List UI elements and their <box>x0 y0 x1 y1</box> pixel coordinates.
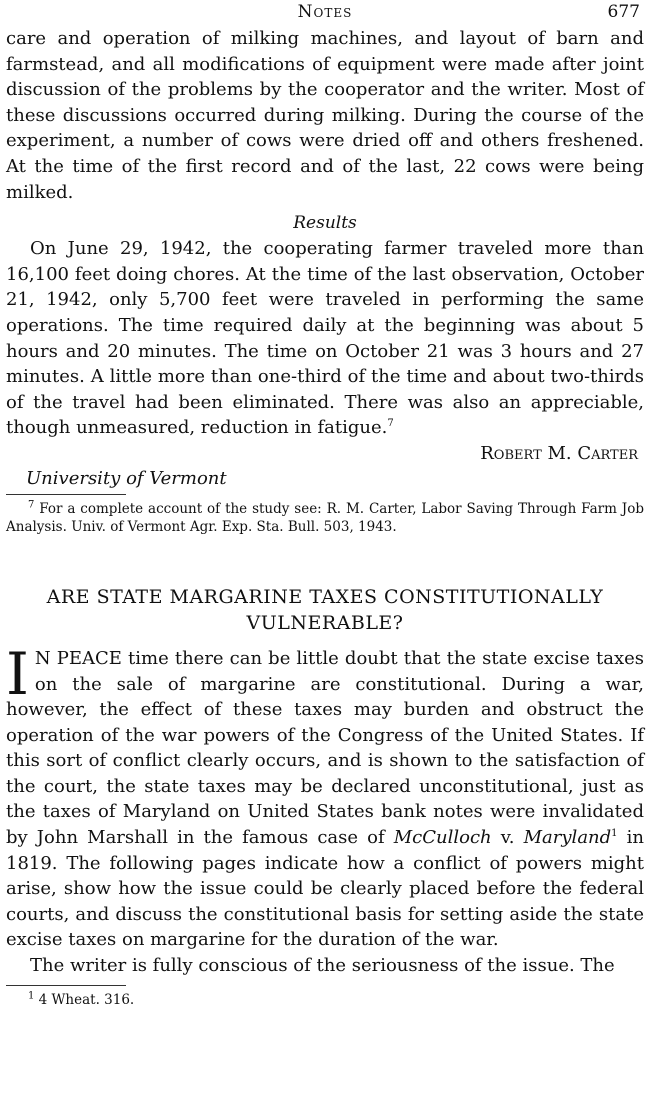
footnote-ref-1[interactable]: 1 <box>611 828 618 840</box>
footnote-7-text: For a complete account of the study see: R. M. Carter, Labor Saving Through Farm Job Analysis. Univ. of Vermont Agr. Exp. Sta. Bull. 503, 1943. <box>6 500 644 535</box>
footnote-marker-1: 1 <box>28 990 35 1002</box>
footnote-rule <box>6 494 126 495</box>
article-title: ARE STATE MARGARINE TAXES CONSTITUTIONALLY VULNERABLE? <box>46 585 604 634</box>
article-paragraph-1 <box>6 639 644 953</box>
running-head: Notes <box>297 2 353 22</box>
paragraph-1-text-b: in 1819. The following pages indicate how a conflict of powers might arise, show how the issue could be clearly placed before the federal courts, and discuss the constitutional basis for setting aside the state excise taxes on margarine for the duration of the war. <box>6 827 644 951</box>
case-v: v. <box>491 827 524 849</box>
page-header <box>6 0 644 26</box>
footnote-marker-7: 7 <box>28 499 35 511</box>
author-affiliation: University of Vermont <box>26 467 227 489</box>
footnote-1 <box>6 991 644 1009</box>
paragraph-1-text-a: time there can be little doubt that the state excise taxes on the sale of margarine are constitutional. During a war, however, the effect of these taxes may burden and obstruct the operation of the war powers of the Congress of the United States. If this sort of conflict clearly occurs, and is shown to the satisfaction of the court, the state taxes may be declared unconstitutional, just as the taxes of Maryland on United States bank notes were invalidated by John Marshall in the famous case of <box>6 647 644 849</box>
drop-cap: I <box>6 639 29 708</box>
footnote-ref-7[interactable]: 7 <box>387 418 394 430</box>
footnote-7 <box>6 500 644 536</box>
case-name-maryland: Maryland <box>523 827 612 849</box>
results-heading: Results <box>293 213 357 234</box>
page-number: 677 <box>607 2 640 22</box>
results-paragraph <box>6 236 644 441</box>
case-name-mcculloch: McCulloch <box>393 827 492 849</box>
results-text: On June 29, 1942, the cooperating farmer traveled more than 16,100 feet doing chores. At the time of the last observation, October 21, 1942, only 5,700 feet were traveled in performing the same operations. The time required daily at the beginning was about 5 hours and 20 minutes. The time on October 21 was 3 hours and 27 minutes. A little more than one-third of the time and about two-thirds of the travel had been eliminated. There was also an appreciable, though unmeasured, reduction in fatigue. <box>6 238 644 439</box>
lead-words: N PEACE <box>34 647 122 669</box>
author-signature: Robert M. Carter <box>480 442 638 464</box>
page <box>6 0 644 1100</box>
article-paragraph-2: The writer is fully conscious of the seriousness of the issue. The <box>30 955 615 977</box>
footnote-rule-2 <box>6 985 126 986</box>
carry-over-paragraph: care and operation of milking machines, and layout of barn and farmstead, and all modifications of equipment were made after joint discussion of the problems by the cooperator and the writer. Most of these discussions occurred during milking. During the course of the experiment, a number of cows were dried off and others freshened. At the time of the first record and of the last, 22 cows were being milked. <box>6 28 644 203</box>
footnote-1-text: 4 Wheat. 316. <box>34 991 135 1008</box>
